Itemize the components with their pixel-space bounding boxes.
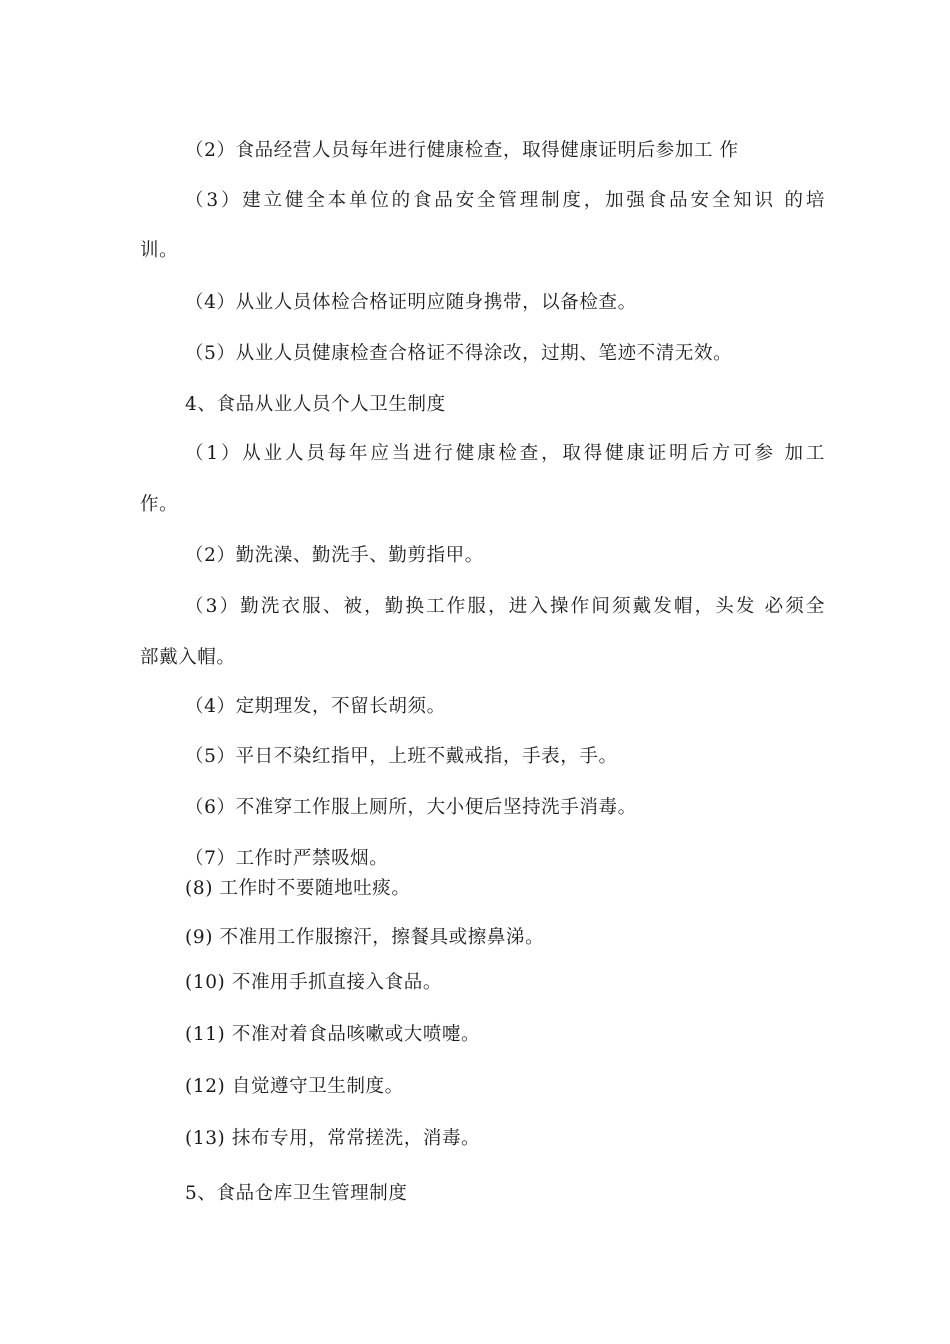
hygiene-item-2: （2）勤洗澡、勤洗手、勤剪指甲。 <box>185 545 484 566</box>
hygiene-item-3: （3）勤洗衣服、被，勤换工作服，进入操作间须戴发帽，头发 必须全 <box>185 596 825 617</box>
hygiene-item-9: (9) 不准用工作服擦汗，擦餐具或擦鼻涕。 <box>185 927 545 948</box>
paragraph-item-5: （5）从业人员健康检查合格证不得涂改，过期、笔迹不清无效。 <box>185 343 733 364</box>
hygiene-item-10: (10) 不准用手抓直接入食品。 <box>185 972 442 993</box>
paragraph-item-3: （3）建立健全本单位的食品安全管理制度，加强食品安全知识 的培 <box>185 190 825 211</box>
paragraph-item-2: （2）食品经营人员每年进行健康检查，取得健康证明后参加工 作 <box>185 140 739 161</box>
hygiene-item-1-continued: 作。 <box>140 494 179 515</box>
hygiene-item-11: (11) 不准对着食品咳嗽或大喷嚏。 <box>185 1024 481 1045</box>
hygiene-item-8: (8) 工作时不要随地吐痰。 <box>185 878 411 899</box>
section-heading-4: 4、食品从业人员个人卫生制度 <box>185 394 446 415</box>
hygiene-item-6: （6）不准穿工作服上厕所，大小便后坚持洗手消毒。 <box>185 797 637 818</box>
hygiene-item-12: (12) 自觉遵守卫生制度。 <box>185 1076 404 1097</box>
hygiene-item-5: （5）平日不染红指甲，上班不戴戒指，手表，手。 <box>185 746 618 767</box>
paragraph-item-4: （4）从业人员体检合格证明应随身携带，以备检查。 <box>185 292 637 313</box>
paragraph-item-3-continued: 训。 <box>140 240 179 261</box>
hygiene-item-13: (13) 抹布专用，常常搓洗，消毒。 <box>185 1128 481 1149</box>
section-heading-5: 5、食品仓库卫生管理制度 <box>185 1183 408 1204</box>
hygiene-item-1: （1）从业人员每年应当进行健康检查，取得健康证明后方可参 加工 <box>185 443 825 464</box>
hygiene-item-7: （7）工作时严禁吸烟。 <box>185 848 389 869</box>
hygiene-item-4: （4）定期理发，不留长胡须。 <box>185 696 446 717</box>
hygiene-item-3-continued: 部戴入帽。 <box>140 647 236 668</box>
